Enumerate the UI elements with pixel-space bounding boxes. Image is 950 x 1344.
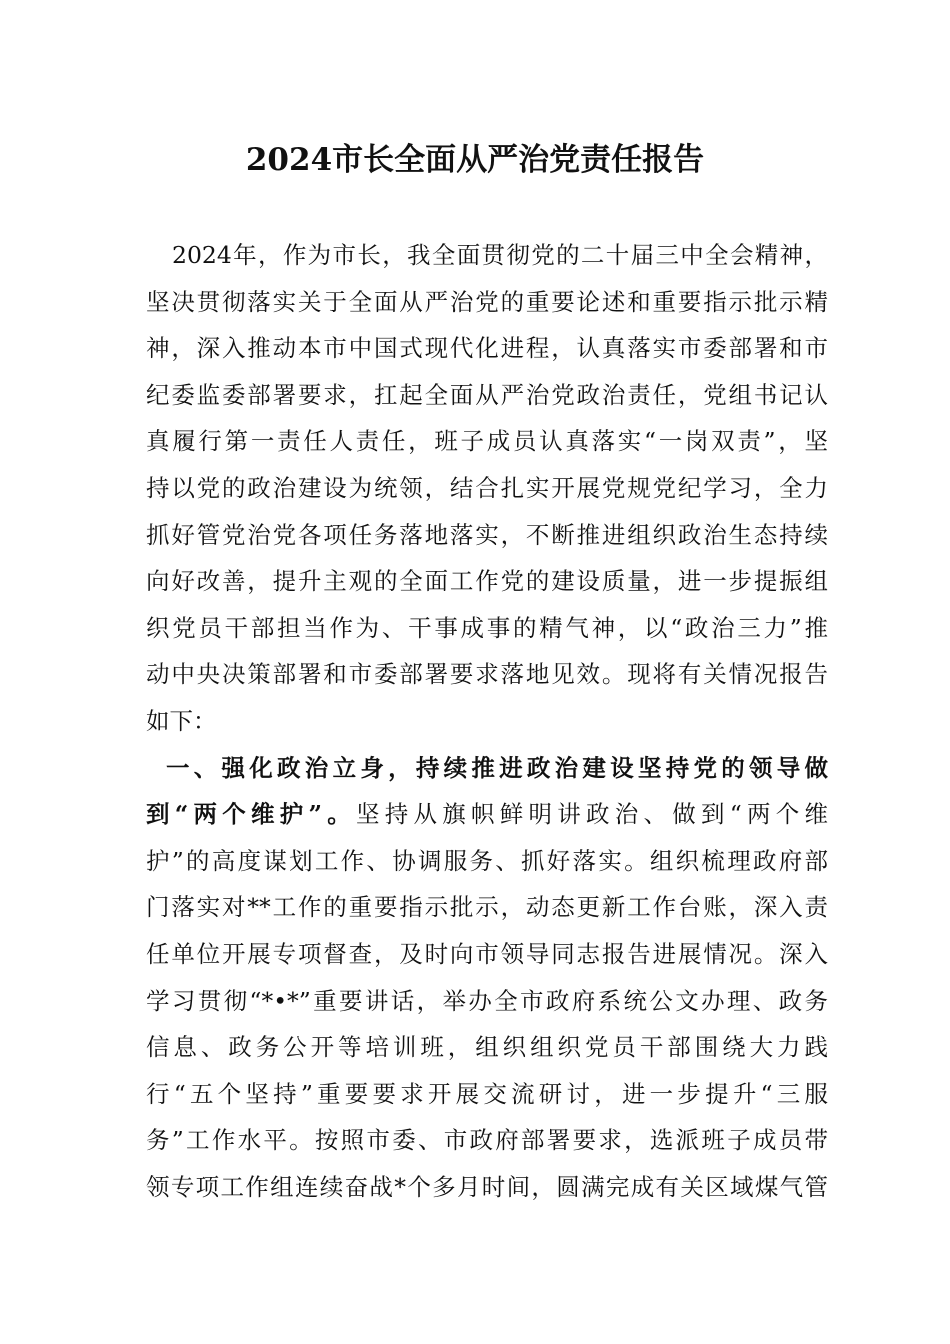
paragraph-line: 2024年，作为市长，我全面贯彻党的二十届三中全会精神， xyxy=(172,241,828,269)
paragraph-line: 持以党的政治建设为统领，结合扎实开展党规党纪学习，全力 xyxy=(146,473,828,502)
paragraph-line: 神，深入推动本市中国式现代化进程，认真落实市委部署和市 xyxy=(146,334,828,363)
paragraph-line: 护”的高度谋划工作、协调服务、抓好落实。组织梳理政府部 xyxy=(146,846,828,875)
paragraph-line: 行“五个坚持”重要要求开展交流研讨，进一步提升“三服 xyxy=(146,1079,828,1108)
paragraph-line: 真履行第一责任人责任，班子成员认真落实“一岗双责”，坚 xyxy=(146,427,828,456)
paragraph-line: 抓好管党治党各项任务落地落实，不断推进组织政治生态持续 xyxy=(146,520,828,549)
paragraph-line: 任单位开展专项督查，及时向市领导同志报告进展情况。深入 xyxy=(146,939,828,968)
section-heading-end: 到“两个维护”。 xyxy=(146,800,357,829)
paragraph-line: 织党员干部担当作为、干事成事的精气神，以“政治三力”推 xyxy=(146,613,828,642)
paragraph-line: 领专项工作组连续奋战*个多月时间，圆满完成有关区域煤气管 xyxy=(146,1172,828,1201)
paragraph-line: 如下： xyxy=(146,706,217,735)
paragraph-line: 务”工作水平。按照市委、市政府部署要求，选派班子成员带 xyxy=(146,1126,828,1155)
paragraph-line: 纪委监委部署要求，扛起全面从严治党政治责任，党组书记认 xyxy=(146,380,828,409)
section-heading-continuation xyxy=(146,791,828,838)
paragraph-line: 门落实对**工作的重要指示批示，动态更新工作台账，深入责 xyxy=(146,893,828,922)
document-body xyxy=(146,232,828,1210)
paragraph-line: 信息、政务公开等培训班，组织组织党员干部围绕大力践 xyxy=(146,1033,828,1062)
paragraph-line: 动中央决策部署和市委部署要求落地见效。现将有关情况报告 xyxy=(146,660,828,689)
paragraph-line: 坚决贯彻落实关于全面从严治党的重要论述和重要指示批示精 xyxy=(146,287,828,316)
paragraph-line: 向好改善，提升主观的全面工作党的建设质量，进一步提振组 xyxy=(146,567,828,596)
paragraph-text: 坚持从旗帜鲜明讲政治、做到“两个维 xyxy=(356,800,828,829)
paragraph-line: 学习贯彻“*•*”重要讲话，举办全市政府系统公文办理、政务 xyxy=(146,986,828,1015)
document-title: 2024市长全面从严治党责任报告 xyxy=(245,142,705,178)
section-heading: 一、强化政治立身，持续推进政治建设坚持党的领导做 xyxy=(166,753,828,782)
